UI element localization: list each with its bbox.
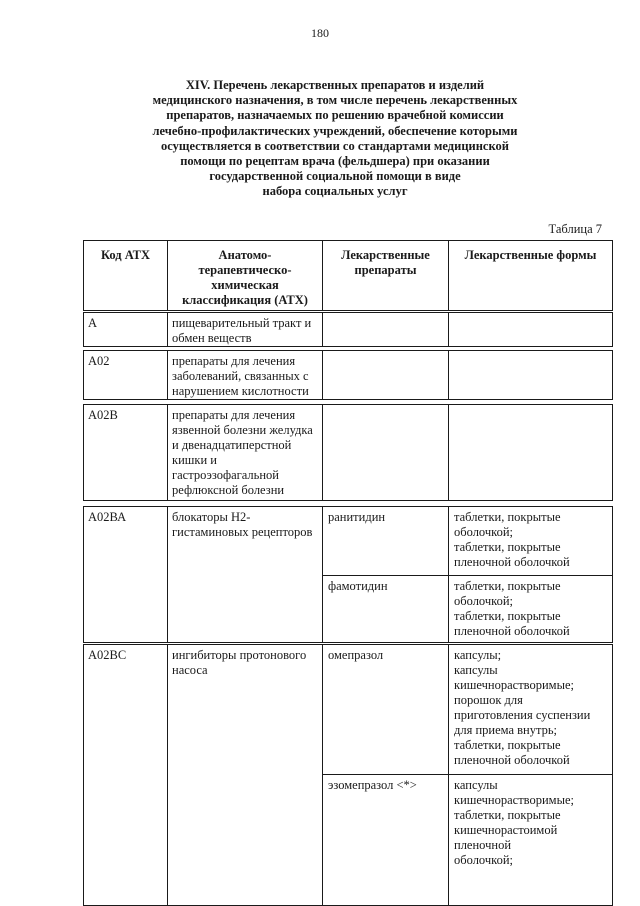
code-text: А xyxy=(88,316,98,330)
form-line: капсулы; xyxy=(454,648,502,662)
title-line: осуществляется в соответствии со стандартами медицинской xyxy=(161,138,509,153)
form-line: капсулы xyxy=(454,663,498,677)
header-classification-line: классификация (АТХ) xyxy=(182,293,308,307)
page-number: 180 xyxy=(311,26,329,40)
form-line: таблетки, покрытые xyxy=(454,808,561,822)
header-forms xyxy=(449,241,613,311)
form-line: капсулы xyxy=(454,778,498,792)
desc-line: препараты для лечения xyxy=(172,354,296,368)
desc-line: ингибиторы протонового xyxy=(172,648,307,662)
table-row xyxy=(83,506,613,643)
header-code xyxy=(84,241,168,311)
desc-line: насоса xyxy=(172,663,208,677)
form-line: таблетки, покрытые xyxy=(454,510,561,524)
form-line: оболочкой; xyxy=(454,853,513,867)
cell-code xyxy=(84,351,168,400)
desc-line: блокаторы Н2- xyxy=(172,510,251,524)
form-line: кишечнорастворимые; xyxy=(454,793,574,807)
header-drugs-line: Лекарственные xyxy=(341,248,430,262)
form-line: таблетки, покрытые xyxy=(454,540,561,554)
form-line: кишечнорастворимые; xyxy=(454,678,574,692)
form-line: пленочной оболочкой xyxy=(454,624,570,638)
cell-forms xyxy=(449,645,613,906)
title-line: XIV. Перечень лекарственных препаратов и изделий xyxy=(185,78,485,92)
form-line: приготовления суспензии xyxy=(454,708,591,722)
form-line: порошок для xyxy=(454,693,523,707)
title-line: набора социальных услуг xyxy=(262,184,408,199)
drug-name: фамотидин xyxy=(328,579,388,593)
desc-line: и двенадцатиперстной xyxy=(172,438,292,452)
form-line: пленочной оболочкой xyxy=(454,753,570,767)
drug-name: эзомепразол <*> xyxy=(328,778,417,792)
cell-classification xyxy=(168,405,323,501)
table-row xyxy=(83,350,613,400)
header-classification-line: терапевтическо- xyxy=(198,263,292,277)
header-drugs xyxy=(323,241,449,311)
code-text: А02ВС xyxy=(88,648,127,662)
form-line: оболочкой; xyxy=(454,525,513,539)
desc-line: гастроэзофагальной xyxy=(172,468,279,482)
cell-drugs xyxy=(323,351,449,400)
drug-name: ранитидин xyxy=(328,510,386,524)
table-row xyxy=(83,644,613,906)
cell-code xyxy=(84,507,168,643)
cell-classification xyxy=(168,313,323,347)
form-line: кишечнорастоимой xyxy=(454,823,558,837)
header-drugs-line: препараты xyxy=(354,263,417,277)
cell-drugs xyxy=(323,313,449,347)
cell-forms xyxy=(449,351,613,400)
desc-line: нарушением кислотности xyxy=(172,384,309,398)
desc-line: кишки и xyxy=(172,453,217,467)
code-text: А02 xyxy=(88,354,110,368)
code-text: А02В xyxy=(88,408,118,422)
header-code-text: Код АТХ xyxy=(100,248,151,262)
desc-line: обмен веществ xyxy=(172,331,252,345)
cell-classification xyxy=(168,507,323,643)
form-line: таблетки, покрытые xyxy=(454,738,561,752)
form-line: пленочной оболочкой xyxy=(454,555,570,569)
title-line: медицинского назначения, в том числе перечень лекарственных xyxy=(152,93,518,108)
header-classification xyxy=(168,241,323,311)
desc-line: препараты для лечения xyxy=(172,408,296,422)
header-classification-line: Анатомо- xyxy=(218,248,272,262)
cell-drugs xyxy=(323,405,449,501)
code-text: А02ВА xyxy=(88,510,127,524)
desc-line: заболеваний, связанных с xyxy=(172,369,309,383)
drug-name: омепразол xyxy=(328,648,384,662)
desc-line: пищеварительный тракт и xyxy=(172,316,312,330)
cell-code xyxy=(84,405,168,501)
table-caption: Таблица 7 xyxy=(548,222,602,236)
header-classification-line: химическая xyxy=(211,278,279,292)
section-title xyxy=(130,78,540,200)
desc-line: гистаминовых рецепторов xyxy=(172,525,313,539)
table-row xyxy=(83,404,613,501)
cell-code xyxy=(84,645,168,906)
cell-drugs xyxy=(323,645,449,906)
desc-line: рефлюксной болезни xyxy=(172,483,285,497)
title-line: помощи по рецептам врача (фельдшера) при оказании xyxy=(180,154,490,169)
cell-code xyxy=(84,313,168,347)
cell-classification xyxy=(168,645,323,906)
form-line: таблетки, покрытые xyxy=(454,579,561,593)
table-header xyxy=(83,240,613,311)
cell-drugs xyxy=(323,507,449,643)
desc-line: язвенной болезни желудка xyxy=(172,423,313,437)
title-line: государственной социальной помощи в виде xyxy=(209,169,461,184)
title-line: лечебно-профилактических учреждений, обеспечение которыми xyxy=(152,123,518,138)
form-line: пленочной xyxy=(454,838,512,852)
cell-forms xyxy=(449,405,613,501)
cell-classification xyxy=(168,351,323,400)
form-line: оболочкой; xyxy=(454,594,513,608)
cell-forms xyxy=(449,507,613,643)
title-line: препаратов, назначаемых по решению врачебной комиссии xyxy=(166,108,504,123)
form-line: для приема внутрь; xyxy=(454,723,558,737)
header-forms-text: Лекарственные формы xyxy=(464,248,597,262)
form-line: таблетки, покрытые xyxy=(454,609,561,623)
cell-forms xyxy=(449,313,613,347)
table-row xyxy=(83,312,613,347)
